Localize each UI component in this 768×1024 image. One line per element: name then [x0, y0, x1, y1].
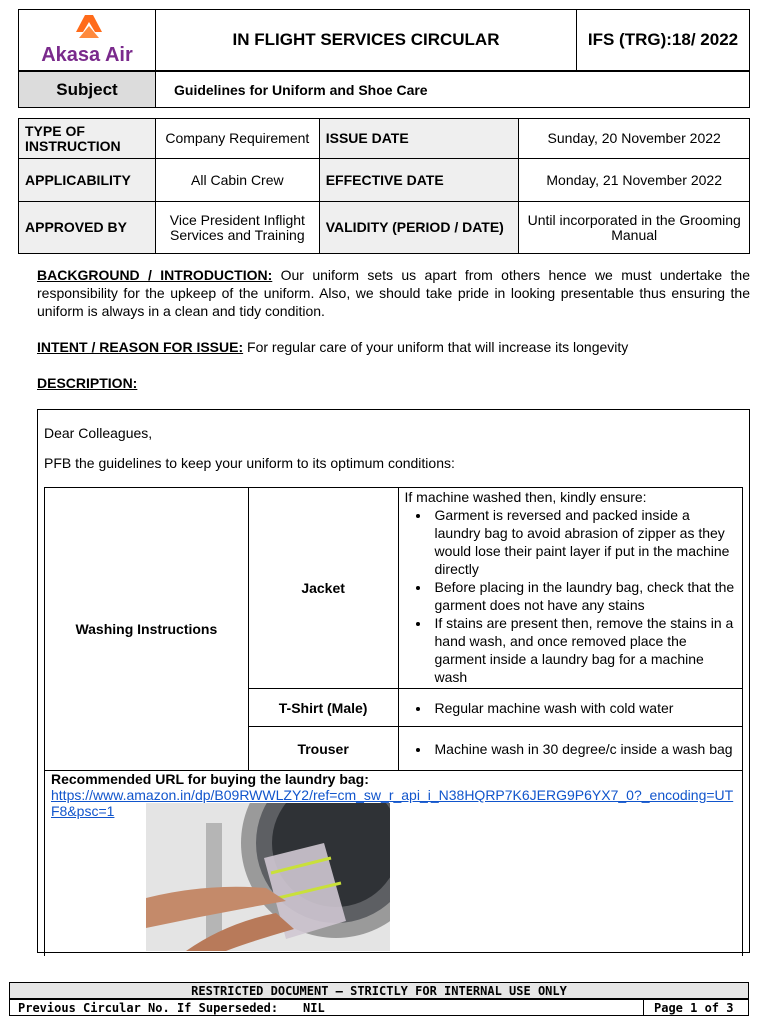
circular-number: IFS (TRG):18/ 2022	[576, 9, 750, 71]
jacket-instructions	[398, 488, 742, 689]
list-item: • If stains are present then, remove the stains in a hand wash, and once removed place the garment inside a laundry bag for a machine wash	[431, 614, 736, 686]
previous-circular-label: Previous Circular No. If Superseded:	[18, 1001, 279, 1015]
description-heading: DESCRIPTION:	[37, 375, 138, 391]
greeting: Dear Colleagues,	[44, 425, 153, 441]
background-heading: BACKGROUND / INTRODUCTION:	[37, 267, 273, 283]
approved-by-value: Vice President Inflight Services and Training	[155, 202, 319, 254]
page-number: Page 1 of 3	[654, 1001, 734, 1015]
brand-name: Akasa Air	[41, 44, 133, 66]
subject-label: Subject	[18, 71, 156, 108]
footer-divider	[643, 1000, 644, 1015]
jacket-points-list	[405, 506, 736, 686]
document-title: IN FLIGHT SERVICES CIRCULAR	[155, 9, 577, 71]
tshirt-instructions	[398, 689, 742, 727]
intent-text: For regular care of your uniform that will increase its longevity	[243, 339, 629, 355]
trouser-label: Trouser	[248, 727, 398, 771]
list-item: • Garment is reversed and packed inside a laundry bag to avoid abrasion of zipper as they would lose their paint layer if put in the machine directly	[431, 506, 736, 578]
list-item: • Regular machine wash with cold water	[431, 699, 736, 717]
subject-value: Guidelines for Uniform and Shoe Care	[155, 71, 750, 108]
previous-circular-value: NIL	[303, 1001, 325, 1015]
jacket-label: Jacket	[248, 488, 398, 689]
intro-text: PFB the guidelines to keep your uniform to its optimum conditions:	[44, 455, 455, 471]
approved-by-label: APPROVED BY	[19, 202, 156, 254]
trouser-instructions	[398, 727, 742, 771]
type-label: TYPE OF INSTRUCTION	[19, 119, 156, 159]
intent-heading: INTENT / REASON FOR ISSUE:	[37, 339, 244, 355]
background-text: Our uniform sets us apart from others hence we must undertake the responsibility for the upkeep of the uniform. Also, we should take pride in looking presentable thus ensuring the uniform is always in a clean and tidy condition.	[37, 267, 750, 319]
washing-machine-image-icon	[146, 803, 390, 951]
instruction-info-table	[18, 118, 750, 254]
laundry-bag-link[interactable]: https://www.amazon.in/dp/B09RWWLZY2/ref=cm_sw_r_api_i_N38HQRP7K6JERG9P6YX7_0?_encoding=UTF8&psc=1	[51, 787, 734, 819]
type-value: Company Requirement	[155, 119, 319, 159]
laundry-bag-photo	[146, 803, 390, 951]
applicability-value: All Cabin Crew	[155, 159, 319, 202]
footer-bar	[9, 999, 749, 1016]
applicability-label: APPLICABILITY	[19, 159, 156, 202]
issue-date-value: Sunday, 20 November 2022	[519, 119, 750, 159]
effective-date-label: EFFECTIVE DATE	[319, 159, 519, 202]
list-item: • Machine wash in 30 degree/c inside a wash bag	[431, 740, 736, 758]
validity-value: Until incorporated in the Grooming Manual	[519, 202, 750, 254]
background-paragraph	[37, 266, 750, 320]
category-cell: Washing Instructions	[45, 488, 249, 771]
url-heading: Recommended URL for buying the laundry bag:	[51, 771, 369, 787]
intent-paragraph	[37, 338, 750, 356]
issue-date-label: ISSUE DATE	[319, 119, 519, 159]
list-item: • Before placing in the laundry bag, check that the garment does not have any stains	[431, 578, 736, 614]
effective-date-value: Monday, 21 November 2022	[519, 159, 750, 202]
logo	[18, 9, 156, 71]
restricted-banner: RESTRICTED DOCUMENT – STRICTLY FOR INTERNAL USE ONLY	[9, 982, 749, 999]
description-heading-line	[37, 374, 750, 392]
validity-label: VALIDITY (PERIOD / DATE)	[319, 202, 519, 254]
jacket-intro: If machine washed then, kindly ensure:	[404, 489, 647, 505]
tshirt-label: T-Shirt (Male)	[248, 689, 398, 727]
